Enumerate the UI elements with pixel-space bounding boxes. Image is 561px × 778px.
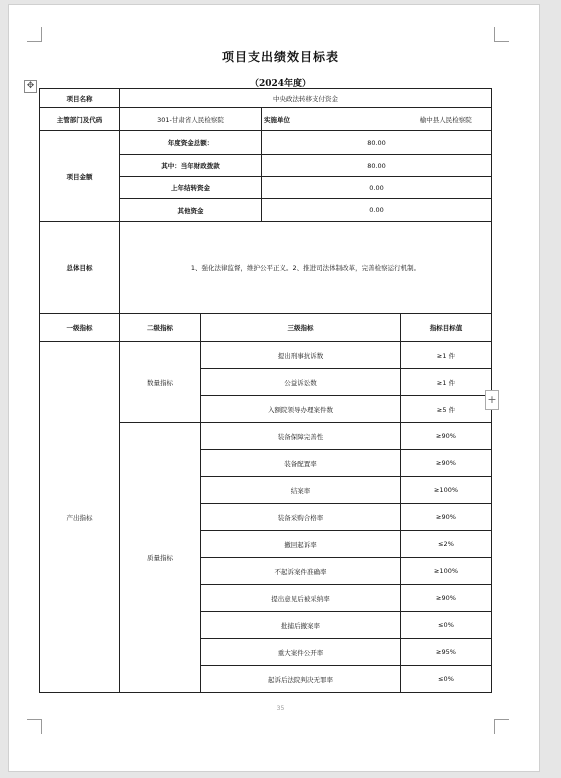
fund-row-label: 其中：当年财政拨款 [120, 155, 262, 177]
fund-row-label: 上年结转资金 [120, 177, 262, 199]
fund-row-label: 其他资金 [120, 199, 262, 222]
corner-mark-top-left [27, 27, 42, 42]
level2-quantity-indicator: 数量指标 [120, 342, 201, 423]
indicator-target-value[interactable]: ≥90% [401, 423, 492, 450]
level3-indicator-name[interactable]: 装备保障完善性 [201, 423, 401, 450]
header-target-value: 指标目标值 [401, 314, 492, 342]
performance-target-table [39, 88, 492, 693]
level3-indicator-name[interactable]: 提出刑事抗诉数 [201, 342, 401, 369]
project-name-value[interactable]: 中央政法转移支付资金 [120, 89, 492, 108]
fund-row-label: 年度资金总额： [120, 131, 262, 155]
implementing-unit-label: 实施单位 [262, 108, 401, 131]
header-level3: 三级指标 [201, 314, 401, 342]
corner-mark-top-right [494, 27, 509, 42]
level3-indicator-name[interactable]: 公益诉讼数 [201, 369, 401, 396]
indicator-target-value[interactable]: ≥95% [401, 639, 492, 666]
fund-row-value[interactable]: 0.00 [262, 177, 492, 199]
level3-indicator-name[interactable]: 结案率 [201, 477, 401, 504]
level3-indicator-name[interactable]: 不起诉案件准确率 [201, 558, 401, 585]
level3-indicator-name[interactable]: 起诉后法院判决无罪率 [201, 666, 401, 693]
fund-row-value[interactable]: 80.00 [262, 131, 492, 155]
level3-indicator-name[interactable]: 批捕后撤案率 [201, 612, 401, 639]
level3-indicator-name[interactable]: 提出意见后被采纳率 [201, 585, 401, 612]
add-row-plus-icon[interactable]: + [485, 390, 499, 410]
indicator-target-value[interactable]: ≥100% [401, 477, 492, 504]
indicator-target-value[interactable]: ≤2% [401, 531, 492, 558]
implementing-unit-value[interactable]: 榆中县人民检察院 [401, 108, 492, 131]
page-number: 35 [276, 705, 285, 712]
level3-indicator-name[interactable]: 装备配置率 [201, 450, 401, 477]
document-title: 项目支出绩效目标表 [221, 50, 339, 64]
indicator-target-value[interactable]: ≥1 件 [401, 369, 492, 396]
overall-goal-label: 总体目标 [40, 222, 120, 314]
document-subtitle: （2024年度） [249, 79, 312, 89]
level1-output-indicator: 产出指标 [40, 342, 120, 693]
project-funds-label: 项目金额 [40, 131, 120, 222]
level2-quality-indicator: 质量指标 [120, 423, 201, 693]
indicator-target-value[interactable]: ≤0% [401, 612, 492, 639]
corner-mark-bottom-right [494, 719, 509, 734]
header-level1: 一级指标 [40, 314, 120, 342]
overall-goal-text[interactable]: 1、强化法律监督，维护公平正义。2、推进司法体制改革，完善检察运行机制。 [120, 222, 492, 314]
department-label: 主管部门及代码 [40, 108, 120, 131]
level3-indicator-name[interactable]: 重大案件公开率 [201, 639, 401, 666]
indicator-target-value[interactable]: ≥1 件 [401, 342, 492, 369]
level3-indicator-name[interactable]: 撤回起诉率 [201, 531, 401, 558]
indicator-target-value[interactable]: ≥90% [401, 450, 492, 477]
level3-indicator-name[interactable]: 入额院领导办理案件数 [201, 396, 401, 423]
table-move-handle-icon[interactable]: ✥ [24, 80, 37, 93]
department-value[interactable]: 301-甘肃省人民检察院 [120, 108, 262, 131]
indicator-target-value[interactable]: ≥100% [401, 558, 492, 585]
indicator-target-value[interactable]: ≥5 件 [401, 396, 492, 423]
header-level2: 二级指标 [120, 314, 201, 342]
fund-row-value[interactable]: 0.00 [262, 199, 492, 222]
corner-mark-bottom-left [27, 719, 42, 734]
indicator-target-value[interactable]: ≤0% [401, 666, 492, 693]
indicator-target-value[interactable]: ≥90% [401, 504, 492, 531]
fund-row-value[interactable]: 80.00 [262, 155, 492, 177]
project-name-label: 项目名称 [40, 89, 120, 108]
indicator-target-value[interactable]: ≥90% [401, 585, 492, 612]
level3-indicator-name[interactable]: 装备采购合格率 [201, 504, 401, 531]
